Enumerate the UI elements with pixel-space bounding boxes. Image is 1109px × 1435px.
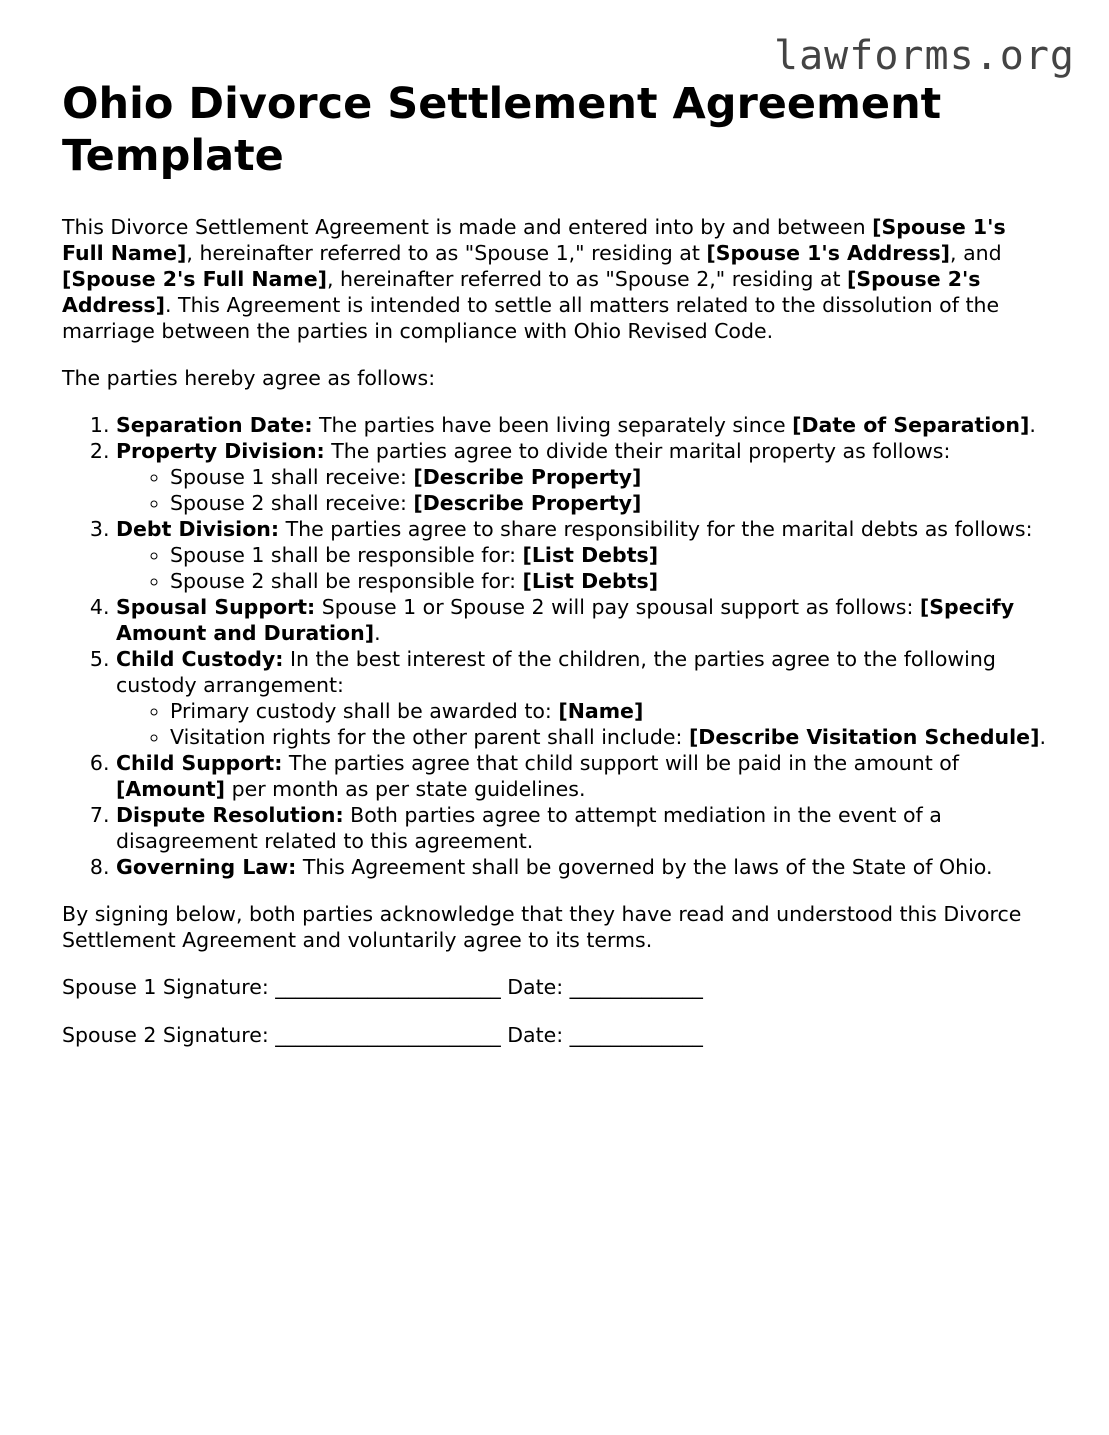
list-item xyxy=(170,568,1052,594)
document-page xyxy=(62,78,1052,1048)
term-label: Debt Division: xyxy=(116,517,280,541)
spouse1-address-field: [Spouse 1's Address] xyxy=(706,241,951,265)
term-text: The parties have been living separately since xyxy=(312,413,793,437)
term-text: In the best interest of the children, the parties agree to the following custody arrangement: xyxy=(116,647,996,697)
spouse1-signature-line: Spouse 1 Signature: ______________________ Date: _____________ xyxy=(62,975,703,999)
term-child-custody xyxy=(116,646,1052,750)
sub-text: Spouse 2 shall be responsible for: xyxy=(170,569,523,593)
intro-text: . This Agreement is intended to settle all matters related to the dissolution of the marriage between the parties in compliance with Ohio Revised Code. xyxy=(62,293,1000,343)
term-text: The parties agree to share responsibility for the marital debts as follows: xyxy=(279,517,1033,541)
term-end: . xyxy=(374,621,381,645)
intro-text: , hereinafter referred to as "Spouse 1," residing at xyxy=(186,241,707,265)
visitation-schedule-field: [Describe Visitation Schedule] xyxy=(688,725,1040,749)
term-spousal-support xyxy=(116,594,1052,646)
term-debt-division xyxy=(116,516,1052,594)
spouse1-property-field: [Describe Property] xyxy=(413,465,642,489)
sub-text: Spouse 2 shall receive: xyxy=(170,491,414,515)
term-label: Dispute Resolution: xyxy=(116,803,344,827)
term-separation-date xyxy=(116,412,1052,438)
term-text: Spouse 1 or Spouse 2 will pay spousal support as follows: xyxy=(315,595,920,619)
spouse2-debts-field: [List Debts] xyxy=(522,569,659,593)
spousal-support-field: [Specify Amount and Duration] xyxy=(116,595,1015,645)
spouse2-address-field: [Spouse 2's Address] xyxy=(62,267,981,317)
term-end: per month as per state guidelines. xyxy=(225,777,586,801)
term-governing-law xyxy=(116,854,1052,880)
terms-list xyxy=(62,412,1052,880)
closing-paragraph: By signing below, both parties acknowledge that they have read and understood this Divorce Settlement Agreement and voluntarily agree to its terms. xyxy=(62,902,1022,952)
term-label: Spousal Support: xyxy=(116,595,316,619)
term-label: Separation Date: xyxy=(116,413,313,437)
list-item xyxy=(170,490,1052,516)
intro-text: , hereinafter referred to as "Spouse 2," residing at xyxy=(327,267,848,291)
term-label: Governing Law: xyxy=(116,855,297,879)
sub-text: Spouse 1 shall be responsible for: xyxy=(170,543,523,567)
term-text: The parties agree that child support will be paid in the amount of xyxy=(282,751,960,775)
property-sublist xyxy=(116,464,1052,516)
spouse2-signature-line: Spouse 2 Signature: ______________________ Date: _____________ xyxy=(62,1023,703,1047)
separation-date-field: [Date of Separation] xyxy=(792,413,1030,437)
custody-name-field: [Name] xyxy=(558,699,644,723)
agree-paragraph: The parties hereby agree as follows: xyxy=(62,366,436,390)
spouse2-property-field: [Describe Property] xyxy=(413,491,642,515)
list-item xyxy=(170,698,1052,724)
sub-text: Primary custody shall be awarded to: xyxy=(170,699,559,723)
page-title: Ohio Divorce Settlement Agreement Template xyxy=(62,79,942,181)
intro-paragraph xyxy=(62,214,1052,344)
term-text: Both parties agree to attempt mediation in the event of a disagreement related to this agreement. xyxy=(116,803,942,853)
watermark: lawforms.org xyxy=(774,33,1075,79)
sub-text: Spouse 1 shall receive: xyxy=(170,465,414,489)
intro-text: , and xyxy=(950,241,1002,265)
child-support-amount-field: [Amount] xyxy=(116,777,226,801)
list-item xyxy=(170,464,1052,490)
custody-sublist xyxy=(116,698,1052,750)
term-label: Property Division: xyxy=(116,439,325,463)
term-dispute-resolution xyxy=(116,802,1052,854)
sub-text: Visitation rights for the other parent shall include: xyxy=(170,725,689,749)
intro-text: This Divorce Settlement Agreement is made and entered into by and between xyxy=(62,215,873,239)
spouse2-name-field: [Spouse 2's Full Name] xyxy=(62,267,327,291)
spouse1-name-field: [Spouse 1's Full Name] xyxy=(62,215,1006,265)
term-text: The parties agree to divide their marital property as follows: xyxy=(324,439,951,463)
debt-sublist xyxy=(116,542,1052,594)
term-end: . xyxy=(1029,413,1036,437)
term-label: Child Custody: xyxy=(116,647,284,671)
term-label: Child Support: xyxy=(116,751,283,775)
list-item xyxy=(170,724,1052,750)
term-child-support xyxy=(116,750,1052,802)
term-text: This Agreement shall be governed by the laws of the State of Ohio. xyxy=(296,855,993,879)
spouse1-debts-field: [List Debts] xyxy=(522,543,659,567)
list-item xyxy=(170,542,1052,568)
term-end: . xyxy=(1039,725,1046,749)
term-property-division xyxy=(116,438,1052,516)
